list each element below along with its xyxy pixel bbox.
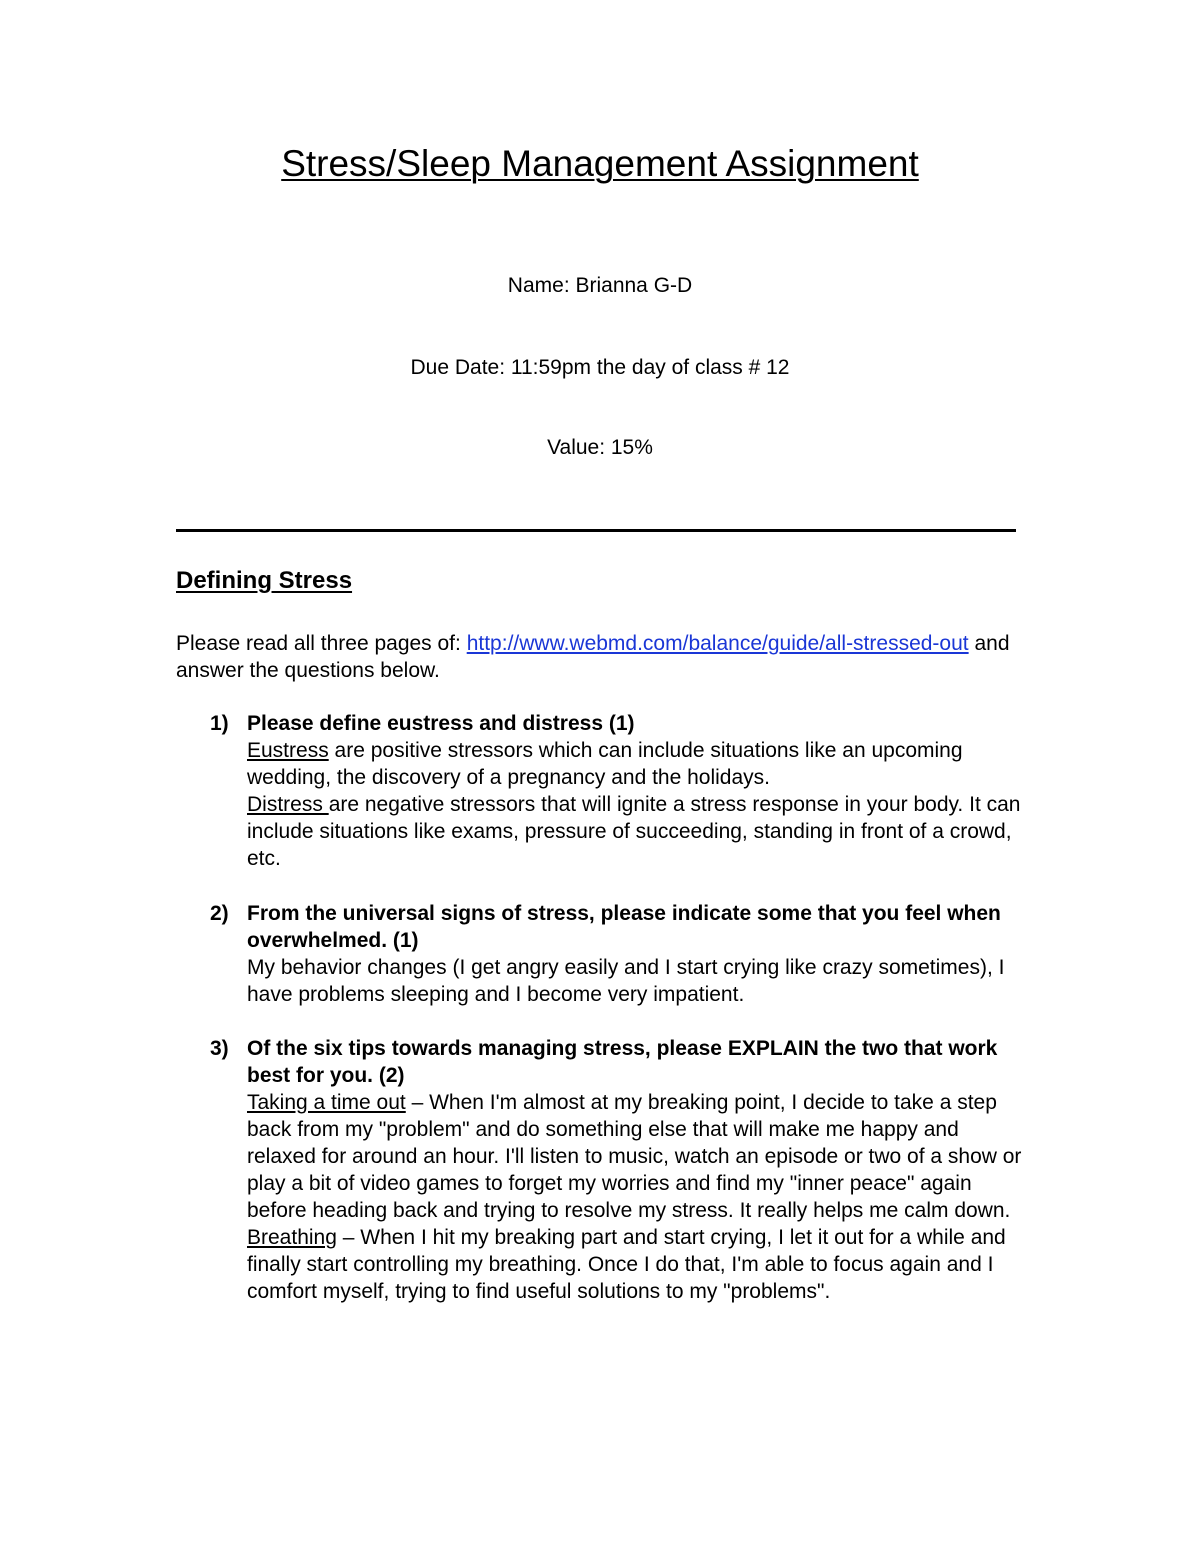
answer-paragraph [247, 1089, 1022, 1224]
answer-text: – When I'm almost at my breaking point, I decide to take a step back from my "problem" and do something else that will make me happy and relaxed for around an hour. I'll listen to music, watch an episode or two of a show or play a bit of video games to forget my worries and find my "inner peace" again before heading back and trying to resolve my stress. It really helps me calm down. [247, 1091, 1022, 1222]
answer-term: Distress [247, 793, 329, 816]
question-body [247, 710, 1022, 872]
question-prompt: From the universal signs of stress, please indicate some that you feel when overwhelmed. (1) [247, 902, 1001, 952]
question-number: 2) [210, 902, 229, 925]
intro-text-after: and answer the questions below. [176, 632, 1010, 682]
question-body [247, 900, 1022, 1008]
answer-paragraph [247, 737, 1022, 791]
answer-paragraph [247, 1224, 1022, 1305]
intro-text: Please read all three pages of: [176, 632, 467, 655]
section-heading: Defining Stress [176, 567, 353, 594]
document-title: Stress/Sleep Management Assignment [281, 143, 919, 184]
question-body [247, 1035, 1022, 1305]
answer-text: – When I hit my breaking part and start crying, I let it out for a while and finally start controlling my breathing. Once I do that, I'm able to focus again and I comfort myself, trying to find useful solutions to my "problems". [247, 1226, 1006, 1303]
due-date-line: Due Date: 11:59pm the day of class # 12 [410, 356, 790, 379]
name-line: Name: Brianna G-D [507, 274, 693, 297]
answer-paragraph [247, 791, 1022, 872]
question-number: 3) [210, 1037, 229, 1060]
question-number: 1) [210, 712, 229, 735]
webmd-link[interactable]: http://www.webmd.com/balance/guide/all-stressed-out [466, 632, 969, 655]
horizontal-divider [176, 529, 1016, 532]
answer-text: are negative stressors that will ignite a stress response in your body. It can include situations like exams, pressure of succeeding, standing in front of a crowd, etc. [247, 793, 1021, 870]
answer-term: Breathing [247, 1226, 337, 1249]
value-line: Value: 15% [547, 436, 653, 459]
answer-term: Eustress [247, 739, 329, 762]
answer-paragraph: My behavior changes (I get angry easily and I start crying like crazy sometimes), I have problems sleeping and I become very impatient. [247, 956, 1005, 1006]
question-prompt: Please define eustress and distress (1) [247, 712, 635, 735]
question-prompt: Of the six tips towards managing stress, please EXPLAIN the two that work best for you. (2) [247, 1037, 998, 1087]
answer-text: are positive stressors which can include situations like an upcoming wedding, the discovery of a pregnancy and the holidays. [247, 739, 963, 789]
answer-term: Taking a time out [247, 1091, 406, 1114]
section-intro [176, 630, 1016, 684]
